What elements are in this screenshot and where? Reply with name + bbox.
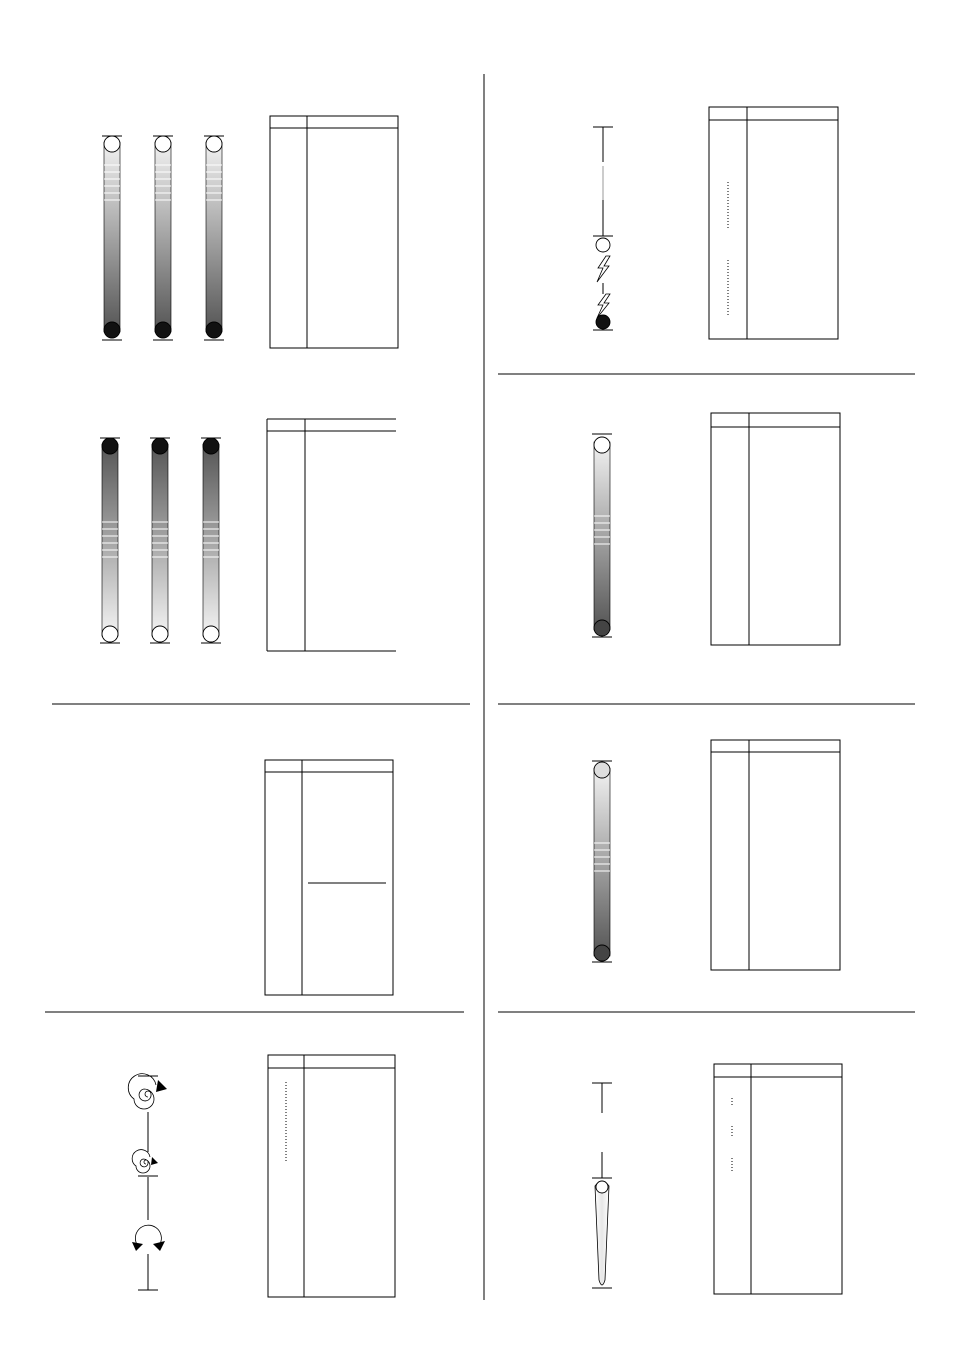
spiral-figure: [128, 1074, 167, 1290]
ball-bottom: [155, 322, 171, 338]
needle-body: [595, 1181, 609, 1285]
ball-top: [594, 437, 610, 453]
ball-top: [155, 136, 171, 152]
circular-arrows-icon: [132, 1225, 165, 1251]
panel-f: [592, 413, 840, 645]
panel-c: [265, 760, 393, 995]
panel-e: [593, 107, 838, 339]
ball-top: [206, 136, 222, 152]
ball-top: [152, 438, 168, 454]
table-e: [709, 107, 838, 339]
panel-h: [592, 1064, 842, 1294]
ball-top: [594, 762, 610, 778]
table-f: [711, 413, 840, 645]
lightning-bolt-icon: [597, 256, 610, 282]
table-g: [711, 740, 840, 970]
tube-figure-g: [592, 761, 612, 962]
tube: [102, 136, 122, 340]
ball-top: [203, 438, 219, 454]
tube: [150, 438, 170, 643]
ball-bottom: [102, 626, 118, 642]
lightning-figure: [593, 127, 613, 330]
needle-head: [596, 1181, 608, 1193]
ball-bottom: [594, 620, 610, 636]
panel-d: [128, 1055, 395, 1297]
ball-bottom: [203, 626, 219, 642]
ball-bottom: [206, 322, 222, 338]
ball-bottom: [596, 315, 610, 329]
ball-top: [596, 238, 610, 252]
table-h: [714, 1064, 842, 1294]
spiral-large-icon: [128, 1074, 167, 1109]
tube: [204, 136, 224, 340]
ball-bottom: [152, 626, 168, 642]
tube: [201, 438, 221, 643]
spiral-small-icon: [132, 1150, 158, 1173]
tube-figure-b: [100, 438, 221, 643]
panel-g: [592, 740, 840, 970]
ball-bottom: [104, 322, 120, 338]
panel-a: [102, 116, 398, 348]
lightning-bolt-icon: [597, 294, 610, 318]
tube-figure-a: [102, 136, 224, 340]
table-d: [268, 1055, 395, 1297]
ball-top: [102, 438, 118, 454]
table-b: [267, 419, 396, 651]
panel-b: [100, 419, 396, 651]
ball-bottom: [594, 945, 610, 961]
tube: [100, 438, 120, 643]
tube-figure-f: [592, 434, 612, 637]
tube: [153, 136, 173, 340]
table-a: [270, 116, 398, 348]
table-c: [265, 760, 393, 995]
needle-figure: [592, 1083, 612, 1288]
ball-top: [104, 136, 120, 152]
